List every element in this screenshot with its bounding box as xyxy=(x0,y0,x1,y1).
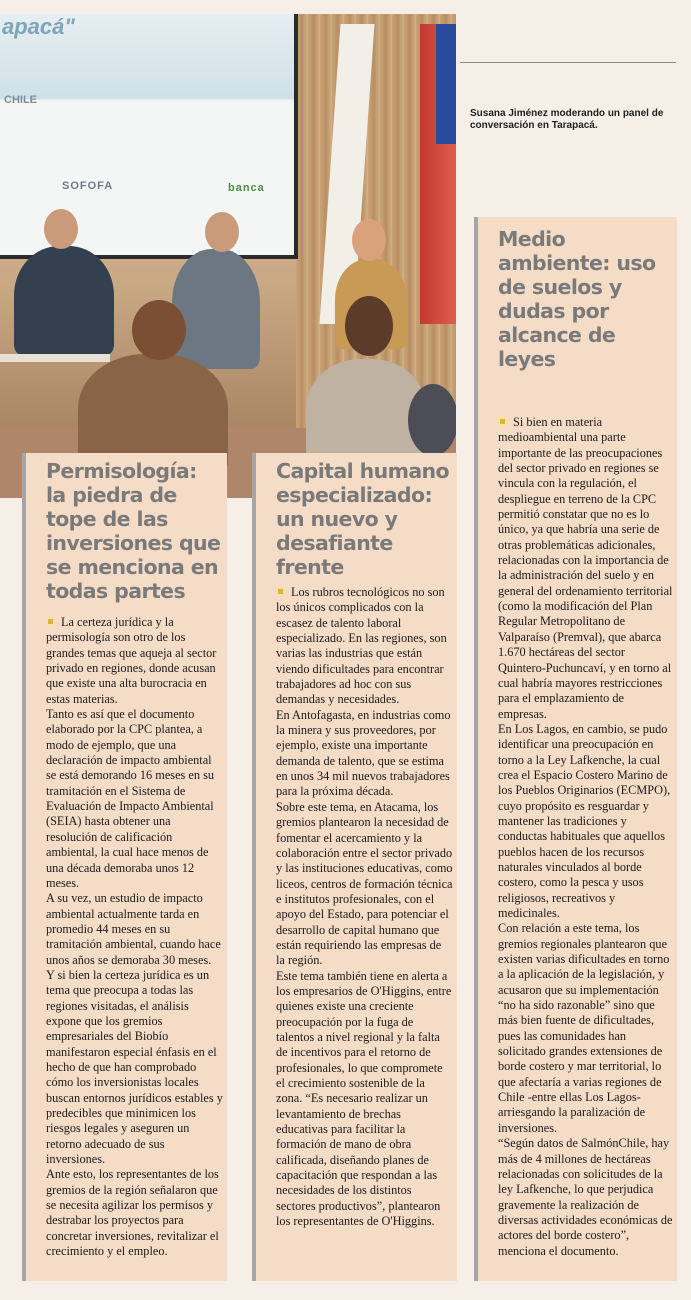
body-capital-humano xyxy=(256,585,457,1229)
paragraph: Si bien en materia medioambiental una parte importante de las preocupaciones del sector privado en regiones se vincula con la regulación, el despliegue en terreno de la CPC permitió constatar que no es lo único, ya que habría una serie de otras problemáticas adicionales, relacionadas con la importancia de la administración del suelo y en general del ordenamiento territorial (como la modificación del Plan Regular Metropolitano de Valparaíso (Premval), que abarca 1.670 hectáreas del sector Quintero-Puchuncaví, y en torno al cual habría mayores restricciones para el emplazamiento de empresas. xyxy=(498,415,673,721)
bullet-icon xyxy=(498,417,507,426)
panelist-left-head xyxy=(44,209,78,249)
panel-photo xyxy=(0,14,456,498)
paragraph: A su vez, un estudio de impacto ambiental actualmente tarda en promedio 44 meses en su tramitación ambiental, cuando hace unos años se demoraba 30 meses. xyxy=(46,891,221,967)
sponsor-logo-sofofa: SOFOFA xyxy=(62,180,114,192)
paragraph: Los rubros tecnológicos no son los únicos complicados con la escasez de talento laboral especializado. En las regiones, son varias las industrias que están viendo dificultades para encontrar trabajadores ad hoc con sus demandas y necesidades. xyxy=(276,585,447,707)
article-medio-ambiente xyxy=(474,217,677,1281)
body-permisologia xyxy=(26,615,227,1259)
headline-medio-ambiente: Medio ambiente: uso de suelos y dudas por alcance de leyes xyxy=(498,227,656,371)
paragraph: “Según datos de SalmónChile, hay más de 4 millones de hectáreas relacionadas con solicitudes de la ley Lafkenche, lo que perjudica gravemente la realización de diversas actividades económicas de actores del borde costero”, menciona el documento. xyxy=(498,1136,673,1258)
sponsor-logo-banca: banca xyxy=(228,182,265,194)
paragraph: Tanto es así que el documento elaborado por la CPC plantea, a modo de ejemplo, que una declaración de impacto ambiental se está demorando 16 meses en su tramitación en el Sistema de Evaluación de Impacto Ambiental (SEIA) hasta obtener una resolución de calificación ambiental, la cual hace menos de una década demoraba unos 12 meses. xyxy=(46,707,215,890)
audience-member-2-head xyxy=(345,296,393,356)
chile-flag-canton xyxy=(436,24,456,144)
paragraph: Este tema también tiene en alerta a los empresarios de O'Higgins, entre quienes existe una creciente preocupación por la fuga de talentos a nivel regional y la falta de incentivos para el retorno de profesionales, lo que compromete el crecimiento sostenible de la zona. “Es necesario realizar un levantamiento de brechas educativas para facilitar la formación de mano de obra calificada, diseñando planes de capacitación que respondan a las necesidades de los distintos sectores productivos”, plantearon los representantes de O'Higgins. xyxy=(276,968,452,1229)
paragraph: Sobre este tema, en Atacama, los gremios plantearon la necesidad de fomentar el acercamiento y la colaboración entre el sector privado y las instituciones educativas, como liceos, centros de formación técnica e institutos profesionales, con el apoyo del Estado, para potenciar el desarrollo de capital humano que están requiriendo las empresas de la región. xyxy=(276,799,453,968)
caption-divider xyxy=(460,62,676,63)
moderator-head xyxy=(352,219,386,261)
photo-caption: Susana Jiménez moderando un panel de conversación en Tarapacá. xyxy=(470,108,664,131)
side-table xyxy=(0,354,110,362)
bullet-icon xyxy=(276,587,285,596)
panelist-center-head xyxy=(205,212,239,252)
article-permisologia xyxy=(22,453,227,1281)
screen-logo-text: CHILE xyxy=(4,94,37,106)
panelist-center xyxy=(172,249,260,369)
paragraph: La certeza jurídica y la permisología son otro de los grandes temas que aqueja al sector privado en regiones, donde acusan que existe una alta burocracia en estas materias. xyxy=(46,615,217,706)
paragraph: Con relación a este tema, los gremios regionales plantearon que existen varias dificultades en torno a la aplicación de la legislación, y acusaron que su implementación “no ha sido razonable” sino que más bien fuente de dificultades, pues las comunidades han solicitado grandes extensiones de borde costero y mar territorial, lo que afectaría a varias regiones de Chile -entre ellas Los Lagos- arriesgando la paralización de inversiones. xyxy=(498,921,670,1135)
screen-title: apacá" xyxy=(2,14,75,39)
audience-member-3-head xyxy=(408,384,456,456)
body-medio-ambiente xyxy=(478,415,677,1259)
headline-capital-humano: Capital humano especializado: un nuevo y desafiante frente xyxy=(276,459,450,579)
paragraph: Ante esto, los representantes de los gremios de la región señalaron que se necesita agilizar los permisos y destrabar los proyectos para concretar inversiones, revitalizar el crecimiento y el empleo. xyxy=(46,1167,219,1259)
bullet-icon xyxy=(46,617,55,626)
paragraph: En Los Lagos, en cambio, se pudo identificar una preocupación en torno a la Ley Lafkenche, la cual crea el Espacio Costero Marino de los Pueblos Originarios (ECMPO), cuyo propósito es resguardar y mantener las tradiciones y conductas habituales que aquellos pueblos hacen de los recursos naturales vinculados al borde costero, como la pesca y usos religiosos, recreativos y medicinales. xyxy=(498,721,671,920)
paragraph: En Antofagasta, en industrias como la minera y sus proveedores, por ejemplo, existe una importante demanda de talento, que se estima en unos 34 mil nuevos trabajadores para la próxima década. xyxy=(276,707,451,799)
panelist-left xyxy=(14,246,114,356)
article-capital-humano xyxy=(252,453,457,1281)
headline-permisologia: Permisología: la piedra de tope de las inversiones que se menciona en todas partes xyxy=(46,459,221,603)
paragraph: Y si bien la certeza jurídica es un tema que preocupa a todas las regiones visitadas, el análisis expone que los gremios empresariales del Biobío manifestaron especial énfasis en el hecho de que han comprobado cómo los inversionistas locales buscan entornos jurídicos estables y predecibles que minimicen los riesgos legales y aseguren un retorno adecuado de sus inversiones. xyxy=(46,967,223,1167)
audience-member-1-head xyxy=(132,300,186,360)
